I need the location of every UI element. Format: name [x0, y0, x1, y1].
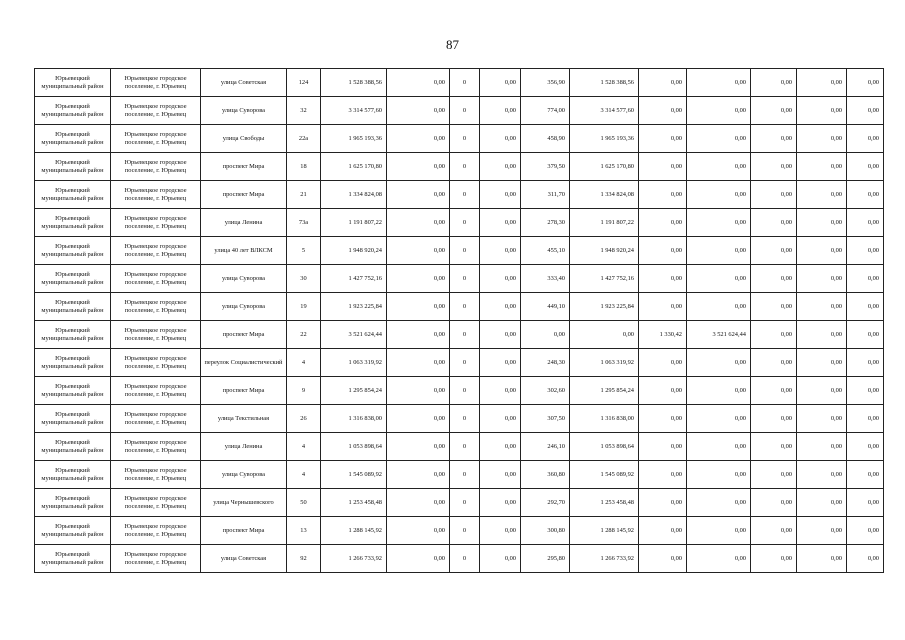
- value-cell: 0,00: [847, 181, 884, 209]
- cost-cell: 1 965 193,36: [570, 125, 639, 153]
- table-row: [35, 293, 884, 321]
- area-cell: 333,40: [521, 265, 570, 293]
- house-number-cell: 32: [287, 97, 321, 125]
- value-cell: 0,00: [847, 433, 884, 461]
- table-row: [35, 69, 884, 97]
- area-cell: 0,00: [639, 405, 687, 433]
- table-row: [35, 461, 884, 489]
- value-cell: 0,00: [797, 209, 847, 237]
- value-cell: 0,00: [480, 209, 521, 237]
- cost-cell: 1 295 854,24: [570, 377, 639, 405]
- value-cell: 0,00: [387, 209, 450, 237]
- house-number-cell: 124: [287, 69, 321, 97]
- cost-cell: 0,00: [687, 293, 751, 321]
- cost-cell: 0,00: [570, 321, 639, 349]
- value-cell: 0,00: [797, 377, 847, 405]
- area-cell: 0,00: [639, 265, 687, 293]
- settlement-cell: Юрьевецкое городское поселение, г. Юрьевец: [111, 489, 201, 517]
- house-number-cell: 13: [287, 517, 321, 545]
- table-row: [35, 545, 884, 573]
- cost-cell: 1 253 458,48: [570, 489, 639, 517]
- area-cell: 0,00: [639, 545, 687, 573]
- count-cell: 0: [450, 237, 480, 265]
- cost-cell: 1 427 752,16: [570, 265, 639, 293]
- house-number-cell: 73а: [287, 209, 321, 237]
- value-cell: 0,00: [797, 153, 847, 181]
- value-cell: 0,00: [387, 125, 450, 153]
- street-cell: проспект Мира: [201, 377, 287, 405]
- registry-table: [34, 68, 884, 573]
- value-cell: 0,00: [480, 181, 521, 209]
- cost-cell: 0,00: [687, 237, 751, 265]
- value-cell: 0,00: [480, 433, 521, 461]
- total-cost-cell: 1 191 807,22: [321, 209, 387, 237]
- value-cell: 0,00: [480, 153, 521, 181]
- value-cell: 0,00: [797, 237, 847, 265]
- cost-cell: 0,00: [687, 433, 751, 461]
- count-cell: 0: [450, 489, 480, 517]
- cost-cell: 0,00: [687, 377, 751, 405]
- value-cell: 0,00: [797, 293, 847, 321]
- value-cell: 0,00: [480, 293, 521, 321]
- cost-cell: 0,00: [687, 265, 751, 293]
- table-row: [35, 433, 884, 461]
- count-cell: 0: [450, 461, 480, 489]
- district-cell: Юрьевецкий муниципальный район: [35, 349, 111, 377]
- value-cell: 0,00: [480, 461, 521, 489]
- value-cell: 0,00: [387, 377, 450, 405]
- settlement-cell: Юрьевецкое городское поселение, г. Юрьевец: [111, 69, 201, 97]
- value-cell: 0,00: [751, 181, 797, 209]
- table-row: [35, 377, 884, 405]
- value-cell: 0,00: [751, 125, 797, 153]
- total-cost-cell: 1 528 388,56: [321, 69, 387, 97]
- street-cell: улица 40 лет ВЛКСМ: [201, 237, 287, 265]
- cost-cell: 1 266 733,92: [570, 545, 639, 573]
- value-cell: 0,00: [751, 461, 797, 489]
- total-cost-cell: 1 965 193,36: [321, 125, 387, 153]
- count-cell: 0: [450, 125, 480, 153]
- settlement-cell: Юрьевецкое городское поселение, г. Юрьевец: [111, 545, 201, 573]
- area-cell: 0,00: [639, 433, 687, 461]
- count-cell: 0: [450, 69, 480, 97]
- value-cell: 0,00: [751, 517, 797, 545]
- street-cell: улица Ленина: [201, 433, 287, 461]
- street-cell: улица Суворова: [201, 97, 287, 125]
- value-cell: 0,00: [751, 153, 797, 181]
- value-cell: 0,00: [387, 293, 450, 321]
- cost-cell: 0,00: [687, 517, 751, 545]
- area-cell: 0,00: [639, 181, 687, 209]
- total-cost-cell: 1 427 752,16: [321, 265, 387, 293]
- total-cost-cell: 1 266 733,92: [321, 545, 387, 573]
- total-cost-cell: 1 625 170,80: [321, 153, 387, 181]
- value-cell: 0,00: [751, 237, 797, 265]
- table-row: [35, 349, 884, 377]
- value-cell: 0,00: [387, 461, 450, 489]
- cost-cell: 1 288 145,92: [570, 517, 639, 545]
- cost-cell: 1 316 838,00: [570, 405, 639, 433]
- value-cell: 0,00: [847, 377, 884, 405]
- total-cost-cell: 1 295 854,24: [321, 377, 387, 405]
- value-cell: 0,00: [847, 69, 884, 97]
- total-cost-cell: 3 314 577,60: [321, 97, 387, 125]
- settlement-cell: Юрьевецкое городское поселение, г. Юрьевец: [111, 97, 201, 125]
- house-number-cell: 19: [287, 293, 321, 321]
- area-cell: 379,50: [521, 153, 570, 181]
- count-cell: 0: [450, 181, 480, 209]
- table-row: [35, 489, 884, 517]
- value-cell: 0,00: [480, 97, 521, 125]
- settlement-cell: Юрьевецкое городское поселение, г. Юрьевец: [111, 405, 201, 433]
- total-cost-cell: 1 948 920,24: [321, 237, 387, 265]
- area-cell: 0,00: [639, 517, 687, 545]
- cost-cell: 0,00: [687, 349, 751, 377]
- area-cell: 307,50: [521, 405, 570, 433]
- district-cell: Юрьевецкий муниципальный район: [35, 153, 111, 181]
- value-cell: 0,00: [480, 489, 521, 517]
- house-number-cell: 92: [287, 545, 321, 573]
- value-cell: 0,00: [751, 433, 797, 461]
- cost-cell: 0,00: [687, 405, 751, 433]
- cost-cell: 1 191 807,22: [570, 209, 639, 237]
- settlement-cell: Юрьевецкое городское поселение, г. Юрьевец: [111, 153, 201, 181]
- street-cell: улица Суворова: [201, 293, 287, 321]
- value-cell: 0,00: [751, 405, 797, 433]
- street-cell: улица Ленина: [201, 209, 287, 237]
- total-cost-cell: 1 063 319,92: [321, 349, 387, 377]
- area-cell: 0,00: [639, 209, 687, 237]
- value-cell: 0,00: [797, 517, 847, 545]
- total-cost-cell: 3 521 624,44: [321, 321, 387, 349]
- district-cell: Юрьевецкий муниципальный район: [35, 265, 111, 293]
- value-cell: 0,00: [847, 265, 884, 293]
- table-row: [35, 517, 884, 545]
- value-cell: 0,00: [751, 97, 797, 125]
- value-cell: 0,00: [387, 349, 450, 377]
- area-cell: 292,70: [521, 489, 570, 517]
- area-cell: 278,30: [521, 209, 570, 237]
- value-cell: 0,00: [797, 97, 847, 125]
- house-number-cell: 4: [287, 349, 321, 377]
- house-number-cell: 21: [287, 181, 321, 209]
- value-cell: 0,00: [847, 153, 884, 181]
- district-cell: Юрьевецкий муниципальный район: [35, 433, 111, 461]
- cost-cell: 1 063 319,92: [570, 349, 639, 377]
- house-number-cell: 5: [287, 237, 321, 265]
- count-cell: 0: [450, 377, 480, 405]
- district-cell: Юрьевецкий муниципальный район: [35, 181, 111, 209]
- value-cell: 0,00: [751, 545, 797, 573]
- area-cell: 300,80: [521, 517, 570, 545]
- table-row: [35, 181, 884, 209]
- street-cell: проспект Мира: [201, 517, 287, 545]
- district-cell: Юрьевецкий муниципальный район: [35, 405, 111, 433]
- area-cell: 0,00: [639, 153, 687, 181]
- table-row: [35, 153, 884, 181]
- value-cell: 0,00: [847, 517, 884, 545]
- value-cell: 0,00: [387, 237, 450, 265]
- count-cell: 0: [450, 545, 480, 573]
- count-cell: 0: [450, 433, 480, 461]
- area-cell: 0,00: [639, 349, 687, 377]
- street-cell: улица Чернышевского: [201, 489, 287, 517]
- value-cell: 0,00: [797, 265, 847, 293]
- value-cell: 0,00: [480, 321, 521, 349]
- value-cell: 0,00: [751, 377, 797, 405]
- cost-cell: 0,00: [687, 97, 751, 125]
- district-cell: Юрьевецкий муниципальный район: [35, 461, 111, 489]
- area-cell: 455,10: [521, 237, 570, 265]
- value-cell: 0,00: [387, 97, 450, 125]
- count-cell: 0: [450, 209, 480, 237]
- area-cell: 458,90: [521, 125, 570, 153]
- value-cell: 0,00: [847, 461, 884, 489]
- total-cost-cell: 1 545 089,92: [321, 461, 387, 489]
- value-cell: 0,00: [797, 349, 847, 377]
- value-cell: 0,00: [847, 125, 884, 153]
- value-cell: 0,00: [480, 349, 521, 377]
- value-cell: 0,00: [387, 265, 450, 293]
- value-cell: 0,00: [847, 489, 884, 517]
- value-cell: 0,00: [480, 69, 521, 97]
- area-cell: 246,10: [521, 433, 570, 461]
- house-number-cell: 4: [287, 433, 321, 461]
- cost-cell: 0,00: [687, 125, 751, 153]
- value-cell: 0,00: [480, 265, 521, 293]
- value-cell: 0,00: [480, 377, 521, 405]
- value-cell: 0,00: [480, 237, 521, 265]
- district-cell: Юрьевецкий муниципальный район: [35, 209, 111, 237]
- area-cell: 302,60: [521, 377, 570, 405]
- street-cell: улица Текстильная: [201, 405, 287, 433]
- area-cell: 0,00: [639, 461, 687, 489]
- area-cell: 360,80: [521, 461, 570, 489]
- settlement-cell: Юрьевецкое городское поселение, г. Юрьевец: [111, 181, 201, 209]
- value-cell: 0,00: [387, 153, 450, 181]
- area-cell: 295,80: [521, 545, 570, 573]
- cost-cell: 3 314 577,60: [570, 97, 639, 125]
- value-cell: 0,00: [847, 349, 884, 377]
- area-cell: 0,00: [639, 69, 687, 97]
- settlement-cell: Юрьевецкое городское поселение, г. Юрьевец: [111, 377, 201, 405]
- area-cell: 0,00: [639, 97, 687, 125]
- value-cell: 0,00: [751, 489, 797, 517]
- table-row: [35, 237, 884, 265]
- value-cell: 0,00: [797, 321, 847, 349]
- value-cell: 0,00: [797, 433, 847, 461]
- value-cell: 0,00: [387, 489, 450, 517]
- district-cell: Юрьевецкий муниципальный район: [35, 321, 111, 349]
- cost-cell: 0,00: [687, 69, 751, 97]
- street-cell: проспект Мира: [201, 321, 287, 349]
- district-cell: Юрьевецкий муниципальный район: [35, 517, 111, 545]
- settlement-cell: Юрьевецкое городское поселение, г. Юрьевец: [111, 265, 201, 293]
- count-cell: 0: [450, 293, 480, 321]
- cost-cell: 0,00: [687, 209, 751, 237]
- value-cell: 0,00: [387, 69, 450, 97]
- settlement-cell: Юрьевецкое городское поселение, г. Юрьевец: [111, 209, 201, 237]
- area-cell: 0,00: [639, 125, 687, 153]
- total-cost-cell: 1 288 145,92: [321, 517, 387, 545]
- settlement-cell: Юрьевецкое городское поселение, г. Юрьевец: [111, 125, 201, 153]
- cost-cell: 0,00: [687, 153, 751, 181]
- table-body: [35, 69, 884, 573]
- total-cost-cell: 1 316 838,00: [321, 405, 387, 433]
- district-cell: Юрьевецкий муниципальный район: [35, 377, 111, 405]
- area-cell: 449,10: [521, 293, 570, 321]
- settlement-cell: Юрьевецкое городское поселение, г. Юрьевец: [111, 517, 201, 545]
- table-row: [35, 209, 884, 237]
- count-cell: 0: [450, 405, 480, 433]
- settlement-cell: Юрьевецкое городское поселение, г. Юрьевец: [111, 349, 201, 377]
- district-cell: Юрьевецкий муниципальный район: [35, 69, 111, 97]
- cost-cell: 1 948 920,24: [570, 237, 639, 265]
- count-cell: 0: [450, 349, 480, 377]
- count-cell: 0: [450, 153, 480, 181]
- area-cell: 774,00: [521, 97, 570, 125]
- value-cell: 0,00: [387, 321, 450, 349]
- area-cell: 356,90: [521, 69, 570, 97]
- street-cell: проспект Мира: [201, 181, 287, 209]
- value-cell: 0,00: [847, 209, 884, 237]
- cost-cell: 3 521 624,44: [687, 321, 751, 349]
- value-cell: 0,00: [387, 545, 450, 573]
- district-cell: Юрьевецкий муниципальный район: [35, 97, 111, 125]
- table-row: [35, 321, 884, 349]
- value-cell: 0,00: [847, 545, 884, 573]
- value-cell: 0,00: [797, 69, 847, 97]
- value-cell: 0,00: [797, 405, 847, 433]
- house-number-cell: 18: [287, 153, 321, 181]
- house-number-cell: 50: [287, 489, 321, 517]
- value-cell: 0,00: [387, 181, 450, 209]
- value-cell: 0,00: [480, 517, 521, 545]
- table-row: [35, 265, 884, 293]
- value-cell: 0,00: [387, 433, 450, 461]
- settlement-cell: Юрьевецкое городское поселение, г. Юрьевец: [111, 461, 201, 489]
- district-cell: Юрьевецкий муниципальный район: [35, 489, 111, 517]
- area-cell: 0,00: [639, 377, 687, 405]
- cost-cell: 1 334 824,08: [570, 181, 639, 209]
- area-cell: 0,00: [639, 489, 687, 517]
- value-cell: 0,00: [797, 545, 847, 573]
- cost-cell: 1 528 388,56: [570, 69, 639, 97]
- cost-cell: 1 545 089,92: [570, 461, 639, 489]
- district-cell: Юрьевецкий муниципальный район: [35, 125, 111, 153]
- area-cell: 0,00: [639, 293, 687, 321]
- count-cell: 0: [450, 97, 480, 125]
- total-cost-cell: 1 923 225,84: [321, 293, 387, 321]
- value-cell: 0,00: [751, 69, 797, 97]
- cost-cell: 0,00: [687, 461, 751, 489]
- total-cost-cell: 1 053 898,64: [321, 433, 387, 461]
- value-cell: 0,00: [751, 321, 797, 349]
- count-cell: 0: [450, 265, 480, 293]
- house-number-cell: 4: [287, 461, 321, 489]
- street-cell: улица Советская: [201, 545, 287, 573]
- street-cell: улица Свободы: [201, 125, 287, 153]
- street-cell: улица Суворова: [201, 461, 287, 489]
- cost-cell: 1 923 225,84: [570, 293, 639, 321]
- total-cost-cell: 1 334 824,08: [321, 181, 387, 209]
- settlement-cell: Юрьевецкое городское поселение, г. Юрьевец: [111, 293, 201, 321]
- value-cell: 0,00: [797, 489, 847, 517]
- district-cell: Юрьевецкий муниципальный район: [35, 237, 111, 265]
- settlement-cell: Юрьевецкое городское поселение, г. Юрьевец: [111, 321, 201, 349]
- cost-cell: 0,00: [687, 489, 751, 517]
- value-cell: 0,00: [387, 517, 450, 545]
- district-cell: Юрьевецкий муниципальный район: [35, 293, 111, 321]
- settlement-cell: Юрьевецкое городское поселение, г. Юрьевец: [111, 433, 201, 461]
- area-cell: 1 330,42: [639, 321, 687, 349]
- house-number-cell: 22: [287, 321, 321, 349]
- street-cell: улица Советская: [201, 69, 287, 97]
- value-cell: 0,00: [847, 321, 884, 349]
- area-cell: 248,30: [521, 349, 570, 377]
- cost-cell: 1 625 170,80: [570, 153, 639, 181]
- value-cell: 0,00: [847, 405, 884, 433]
- page-number: 87: [446, 37, 459, 52]
- value-cell: 0,00: [847, 97, 884, 125]
- value-cell: 0,00: [751, 265, 797, 293]
- value-cell: 0,00: [480, 405, 521, 433]
- house-number-cell: 26: [287, 405, 321, 433]
- cost-cell: 0,00: [687, 181, 751, 209]
- table-row: [35, 97, 884, 125]
- value-cell: 0,00: [751, 349, 797, 377]
- value-cell: 0,00: [797, 125, 847, 153]
- count-cell: 0: [450, 321, 480, 349]
- value-cell: 0,00: [797, 461, 847, 489]
- value-cell: 0,00: [480, 545, 521, 573]
- total-cost-cell: 1 253 458,48: [321, 489, 387, 517]
- value-cell: 0,00: [387, 405, 450, 433]
- cost-cell: 0,00: [687, 545, 751, 573]
- value-cell: 0,00: [751, 293, 797, 321]
- area-cell: 311,70: [521, 181, 570, 209]
- table-row: [35, 405, 884, 433]
- count-cell: 0: [450, 517, 480, 545]
- area-cell: 0,00: [639, 237, 687, 265]
- cost-cell: 1 053 898,64: [570, 433, 639, 461]
- area-cell: 0,00: [521, 321, 570, 349]
- settlement-cell: Юрьевецкое городское поселение, г. Юрьевец: [111, 237, 201, 265]
- house-number-cell: 30: [287, 265, 321, 293]
- value-cell: 0,00: [847, 237, 884, 265]
- house-number-cell: 9: [287, 377, 321, 405]
- house-number-cell: 22а: [287, 125, 321, 153]
- street-cell: переулок Социалистический: [201, 349, 287, 377]
- value-cell: 0,00: [480, 125, 521, 153]
- value-cell: 0,00: [797, 181, 847, 209]
- value-cell: 0,00: [847, 293, 884, 321]
- street-cell: проспект Мира: [201, 153, 287, 181]
- street-cell: улица Суворова: [201, 265, 287, 293]
- value-cell: 0,00: [751, 209, 797, 237]
- district-cell: Юрьевецкий муниципальный район: [35, 545, 111, 573]
- table-row: [35, 125, 884, 153]
